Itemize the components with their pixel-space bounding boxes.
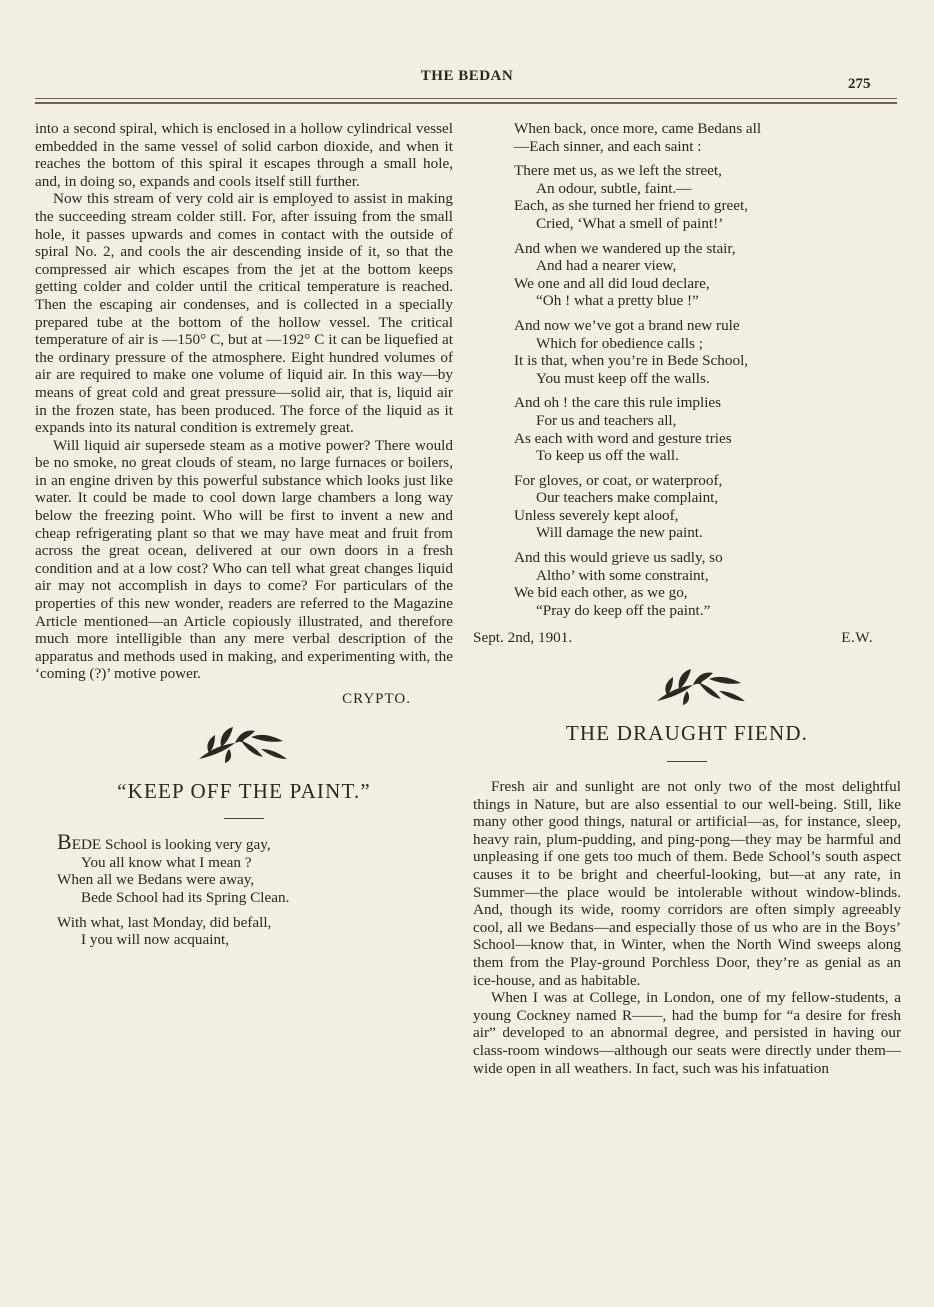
poem <box>35 829 453 949</box>
poem-stanza <box>35 914 453 949</box>
title-divider <box>224 818 264 819</box>
running-header-title: THE BEDAN <box>420 68 514 84</box>
poem-line: I you will now acquaint, <box>81 931 230 949</box>
poem-line: Which for obedience calls ; <box>536 334 703 352</box>
body-paragraph: Fresh air and sunlight are not only two of the most delightful things in Nature, but are also essential to our well-being. Still, like many other good things, natural or artificial—as, for instance, sleep, heavy rain, plum-pudding, and ping-pong—they may be harmful and unpleasing if one gets too much of them. Bede School’s south aspect causes it to be bright and cheerful-looking, but—at any rate, in Summer—the place would be intolerable without window-blinds. And, though its wide, roomy corridors are often simply agreeably cool, all we Bedans—and especially those of us who are in the Boys’ School—know that, in Winter, when the North Wind sweeps along them from the Play-ground Porchless Door, they’re as genial as an ice-house, and as habitable. <box>473 778 901 989</box>
body-paragraph: Now this stream of very cold air is employed to assist in making the succeeding stream colder still. For, after issuing from the small hole, it passes upwards and comes in contact with the outside of spiral No. 2, and cools the air descending inside of it, so that the compressed air which escapes from the jet at the bottom keeps getting colder and colder until the critical temperature is reached. Then the escaping air condenses, and is collected in a specially prepared tube at the bottom of the hollow vessel. The critical temperature of air is —150° C, but at —192° C it can be liquefied at the ordinary pressure of the atmosphere. Eight hundred volumes of air are required to make one volume of liquid air. In this way—by means of great cold and great pressure—solid air, that is, liquid air in the frozen state, has been produced. The force of the liquid as it expands into its natural condition is extremely great. <box>35 190 453 437</box>
poem-line: “Oh ! what a pretty blue !” <box>536 292 699 310</box>
poem-title: “KEEP OFF THE PAINT.” <box>117 778 371 803</box>
right-column <box>473 120 901 1077</box>
floral-ornament-icon <box>649 661 749 707</box>
poem-line-text: EDE School is looking very gay, <box>71 836 271 854</box>
poem-line: With what, last Monday, did befall, <box>57 913 272 931</box>
poem-stanza <box>35 829 453 906</box>
poem-line: You all know what I mean ? <box>81 853 252 871</box>
poem-date: Sept. 2nd, 1901. <box>473 629 573 647</box>
poem-line: —Each sinner, and each saint : <box>514 137 702 155</box>
poem-stanza <box>514 120 901 155</box>
poem-line: Altho’ with some constraint, <box>536 566 709 584</box>
poem-line: Each, as she turned her friend to greet, <box>514 197 749 215</box>
poem-line: There met us, as we left the street, <box>514 162 722 180</box>
poem-line: It is that, when you’re in Bede School, <box>514 352 749 370</box>
body-paragraph: When I was at College, in London, one of my fellow-students, a young Cockney named R——, had the bump for “a desire for fresh air” developed to an abnormal degree, and persisted in having our class-room windows—although our seats were directly under them—wide open in all weathers. In fact, such was his infatuation <box>473 989 901 1077</box>
poem-line: And oh ! the care this rule implies <box>514 394 722 412</box>
poem-line: You must keep off the walls. <box>536 369 710 387</box>
poem-line: We one and all did loud declare, <box>514 274 710 292</box>
poem-stanza <box>514 162 901 232</box>
left-column <box>35 120 453 956</box>
poem-line: “Pray do keep off the paint.” <box>536 601 711 619</box>
poem-stanza <box>514 317 901 387</box>
poem-dateline <box>473 629 901 651</box>
page-number: 275 <box>848 76 871 92</box>
poem-stanza <box>514 472 901 542</box>
poem-line: Our teachers make complaint, <box>536 489 719 507</box>
poem-line: An odour, subtle, faint.— <box>536 179 692 197</box>
article-title: THE DRAUGHT FIEND. <box>565 721 809 746</box>
floral-ornament-icon <box>191 719 291 765</box>
title-divider <box>667 761 707 762</box>
body-paragraph: into a second spiral, which is enclosed in a hollow cylindrical vessel embedded in the same vessel of solid carbon dioxide, and when it reaches the bottom of this spiral it escapes through a small hole, and, in doing so, expands and cools itself still further. <box>35 120 453 190</box>
poem-line: Unless severely kept aloof, <box>514 506 679 524</box>
poem-line: And had a nearer view, <box>536 257 677 275</box>
poem-line: And this would grieve us sadly, so <box>514 549 723 567</box>
poem-stanza <box>514 240 901 310</box>
poem-line: And when we wandered up the stair, <box>514 239 736 257</box>
body-paragraph: Will liquid air supersede steam as a motive power? There would be no smoke, no great clouds of steam, no large furnaces or boilers, in an engine driven by this powerful substance which looks just like water. It could be made to cool down large chambers a long way below the freezing point. Who will be first to invent a new and cheap refrigerating plant so that we may have meat and fruit from across the great ocean, delivered at our own doors in a fresh condition and at a low cost? Who can tell what great changes liquid air may not accomplish in days to come? For particulars of the properties of this new wonder, readers are referred to the Magazine Article mentioned—an Article copiously illustrated, and therefore much more intelligible than any mere verbal description of the apparatus and methods used in making, and experimenting with, the ‘coming (?)’ motive power. <box>35 436 453 683</box>
poem-continuation <box>514 120 901 619</box>
poem-stanza <box>514 394 901 464</box>
poem-line: For gloves, or coat, or waterproof, <box>514 471 723 489</box>
poem-line: When back, once more, came Bedans all <box>514 120 762 137</box>
poem-line: Bede School had its Spring Clean. <box>81 888 290 906</box>
header-rule <box>35 98 897 99</box>
poem-line: To keep us off the wall. <box>536 447 679 465</box>
poem-line: And now we’ve got a brand new rule <box>514 316 740 334</box>
poem-line: When all we Bedans were away, <box>57 871 255 889</box>
poem-stanza <box>514 549 901 619</box>
header-rule-thick <box>35 102 897 104</box>
poem-author-initials: E.W. <box>841 629 873 647</box>
poem-line: Will damage the new paint. <box>536 524 703 542</box>
poem-line: We bid each other, as we go, <box>514 584 688 602</box>
drop-cap: B <box>57 829 72 855</box>
poem-line: As each with word and gesture tries <box>514 429 732 447</box>
author-signature: CRYPTO. <box>342 691 411 707</box>
poem-line: Cried, ‘What a smell of paint!’ <box>536 214 724 232</box>
poem-line <box>35 829 453 855</box>
poem-line: For us and teachers all, <box>536 411 677 429</box>
